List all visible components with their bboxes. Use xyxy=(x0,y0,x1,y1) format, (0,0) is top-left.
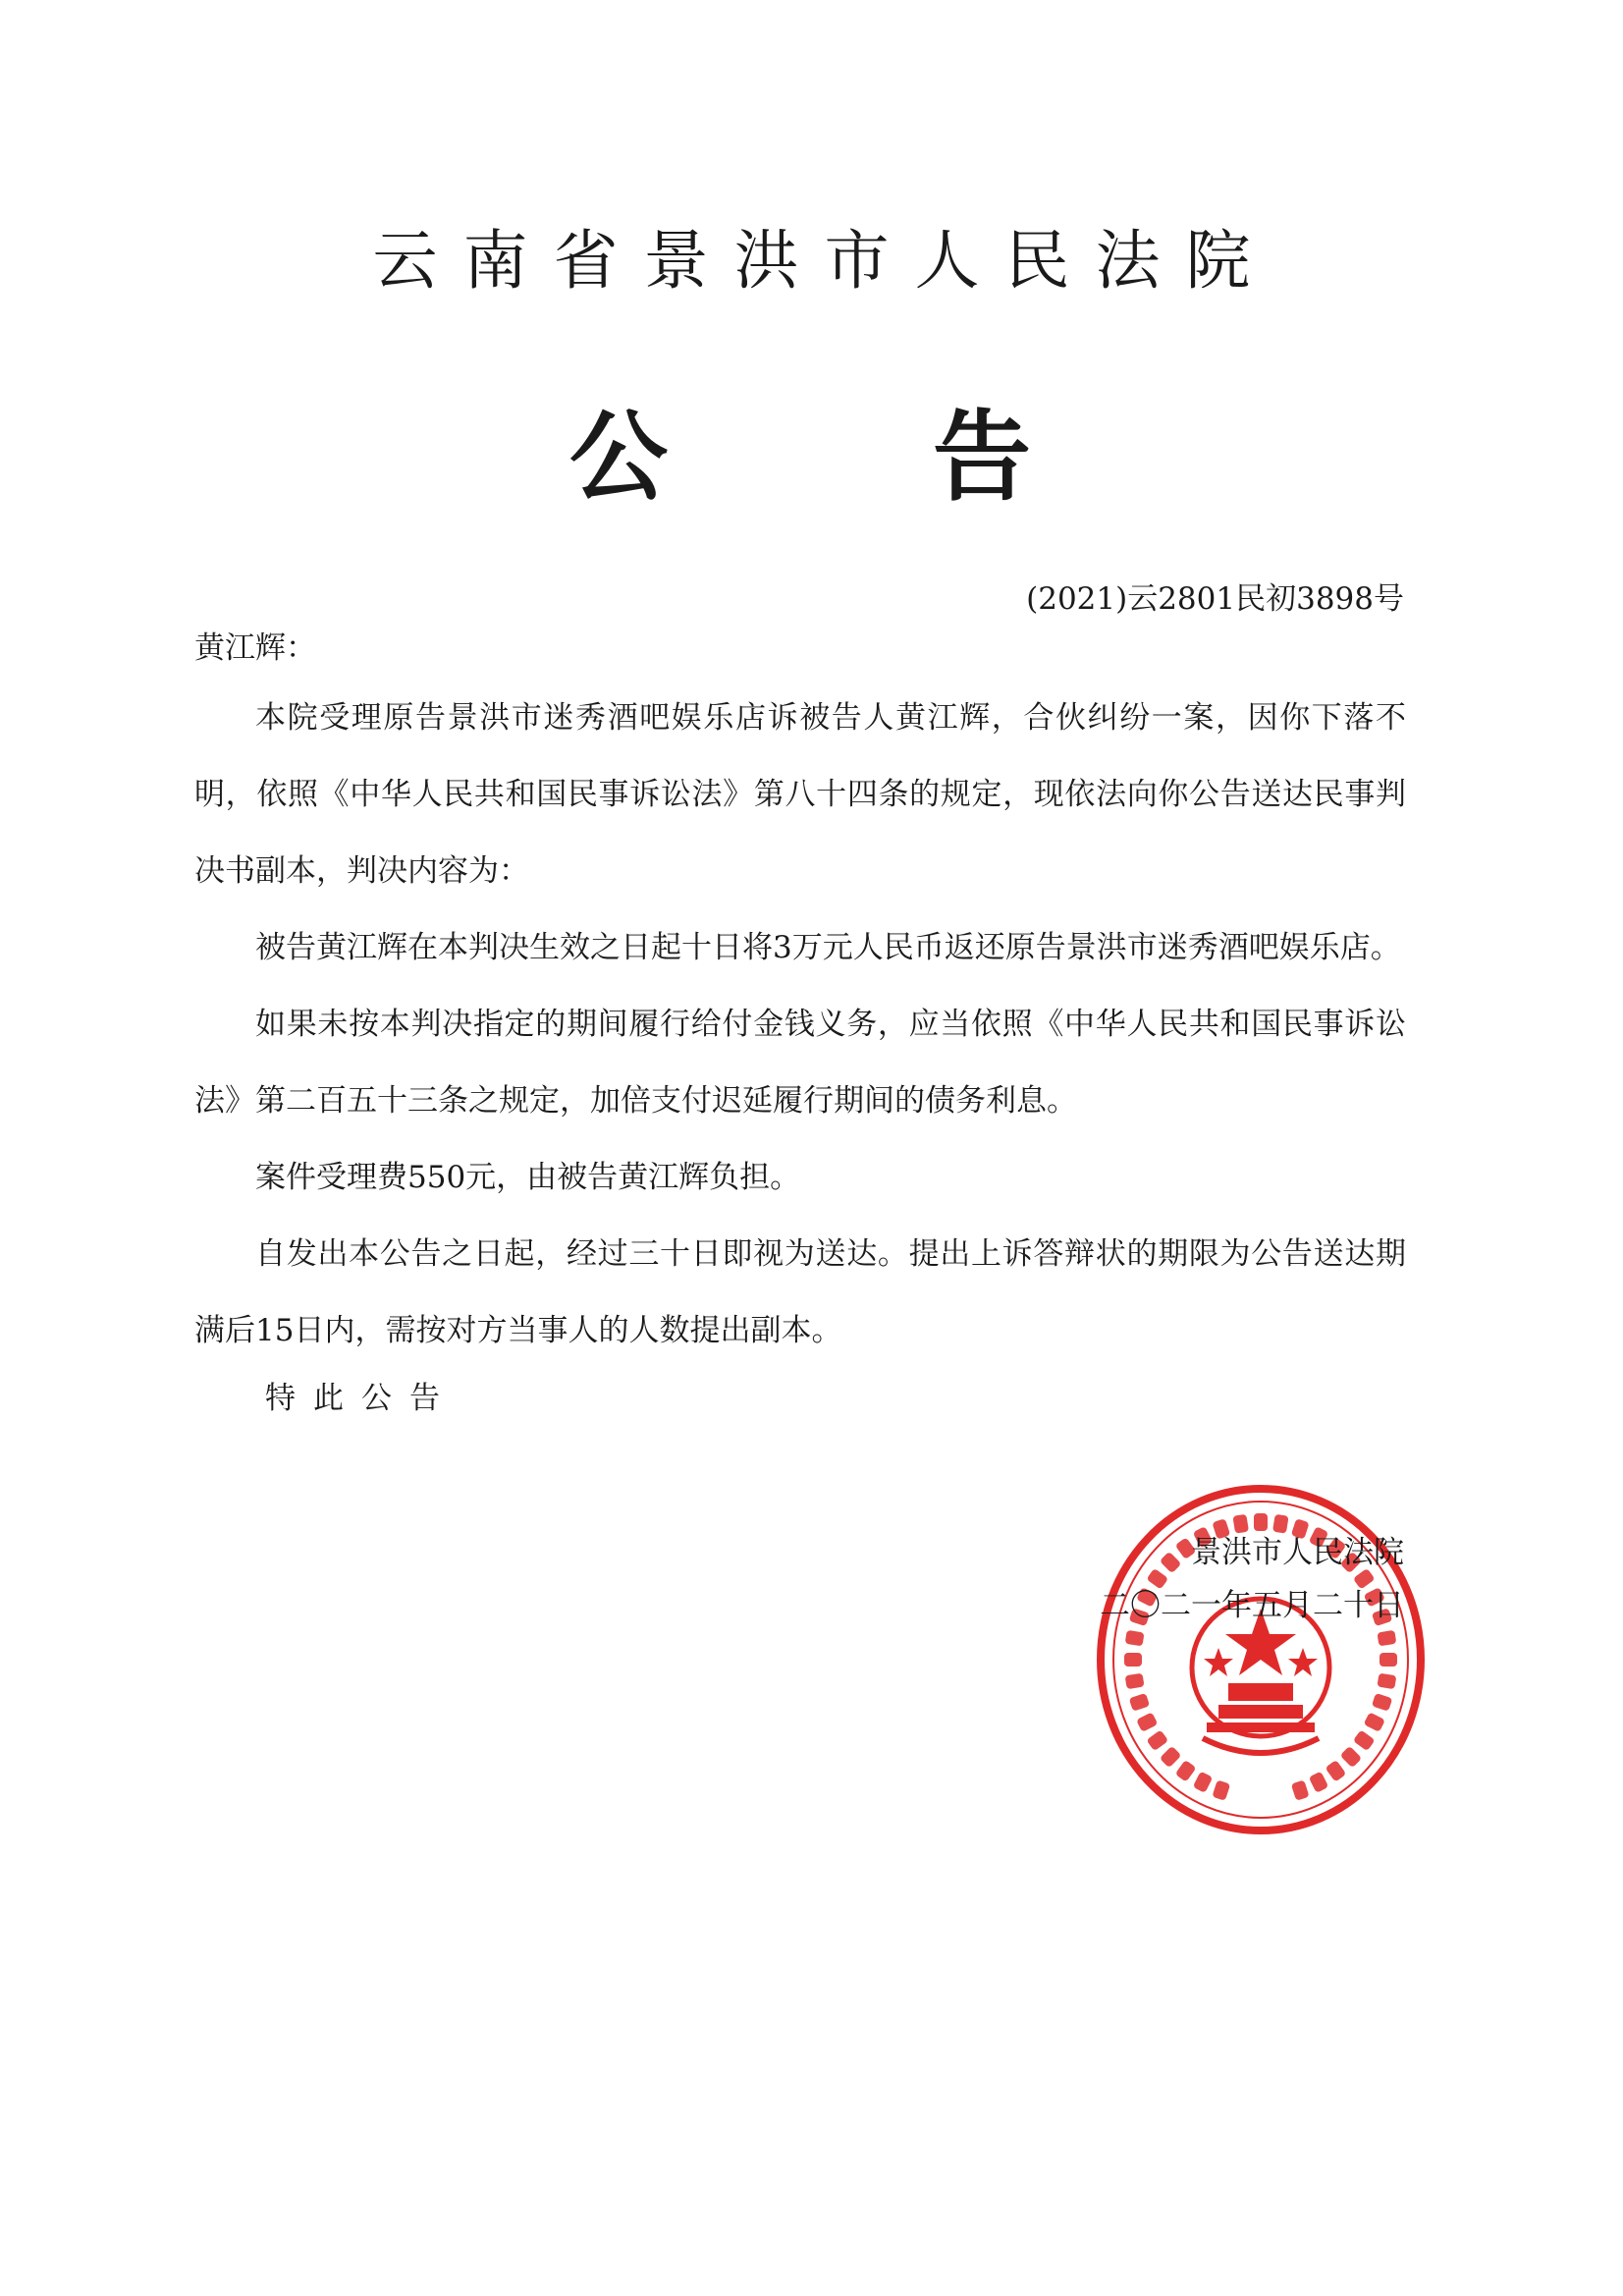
seal-script-mark xyxy=(1309,1772,1329,1793)
document-title xyxy=(545,378,1055,515)
case-number: (2021)云2801民初3898号 xyxy=(1026,581,1404,617)
seal-script-mark xyxy=(1325,1760,1346,1782)
seal-script-mark xyxy=(1212,1779,1230,1800)
seal-script-mark xyxy=(1175,1760,1197,1782)
seal-script-mark xyxy=(1129,1693,1150,1712)
closing-phrase: 特此公告 xyxy=(265,1381,458,1416)
paragraph-late-interest: 如果未按本判决指定的期间履行给付金钱义务，应当依照《中华人民共和国民事诉讼法》第二百五十三条之规定，加倍支付迟延履行期间的债务利息。 xyxy=(194,1007,1406,1119)
notice-body xyxy=(194,680,1406,1369)
seal-script-mark xyxy=(1125,1630,1145,1647)
paragraph-service-period: 自发出本公告之日起，经过三十日即视为送达。提出上诉答辩状的期限为公告送达期满后15日内，需按对方当事人的人数提出副本。 xyxy=(194,1236,1406,1348)
seal-script-mark xyxy=(1353,1729,1376,1751)
seal-script-mark xyxy=(1377,1630,1396,1647)
court-name-heading: 云南省景洪市人民法院 xyxy=(372,223,1276,299)
seal-script-mark xyxy=(1193,1772,1214,1793)
seal-script-mark xyxy=(1364,1712,1385,1732)
paragraph-court-fee: 案件受理费550元，由被告黄江辉负担。 xyxy=(255,1160,801,1195)
title-char-2: 告 xyxy=(933,399,1031,515)
title-char-1: 公 xyxy=(569,399,668,515)
seal-script-mark xyxy=(1340,1746,1363,1769)
signature-date: 二〇二一年五月二十日 xyxy=(1100,1588,1404,1623)
seal-script-mark xyxy=(1124,1653,1142,1667)
seal-script-mark xyxy=(1291,1779,1310,1800)
seal-script-mark xyxy=(1125,1673,1145,1690)
seal-script-mark xyxy=(1160,1746,1182,1769)
seal-script-mark xyxy=(1377,1673,1396,1690)
signature-court: 景洪市人民法院 xyxy=(1191,1535,1404,1570)
seal-script-mark xyxy=(1146,1729,1168,1751)
paragraph-case-intro: 本院受理原告景洪市迷秀酒吧娱乐店诉被告人黄江辉，合伙纠纷一案，因你下落不明，依照《中华人民共和国民事诉讼法》第八十四条的规定，现依法向你公告送达民事判决书副本，判决内容为： xyxy=(194,700,1406,889)
seal-script-mark xyxy=(1380,1653,1397,1667)
addressee: 黄江辉： xyxy=(194,630,316,666)
signature-block xyxy=(1090,1526,1404,1632)
seal-script-mark xyxy=(1372,1693,1392,1712)
paragraph-judgment: 被告黄江辉在本判决生效之日起十日将3万元人民币返还原告景洪市迷秀酒吧娱乐店。 xyxy=(255,930,1401,965)
seal-script-mark xyxy=(1136,1712,1158,1732)
